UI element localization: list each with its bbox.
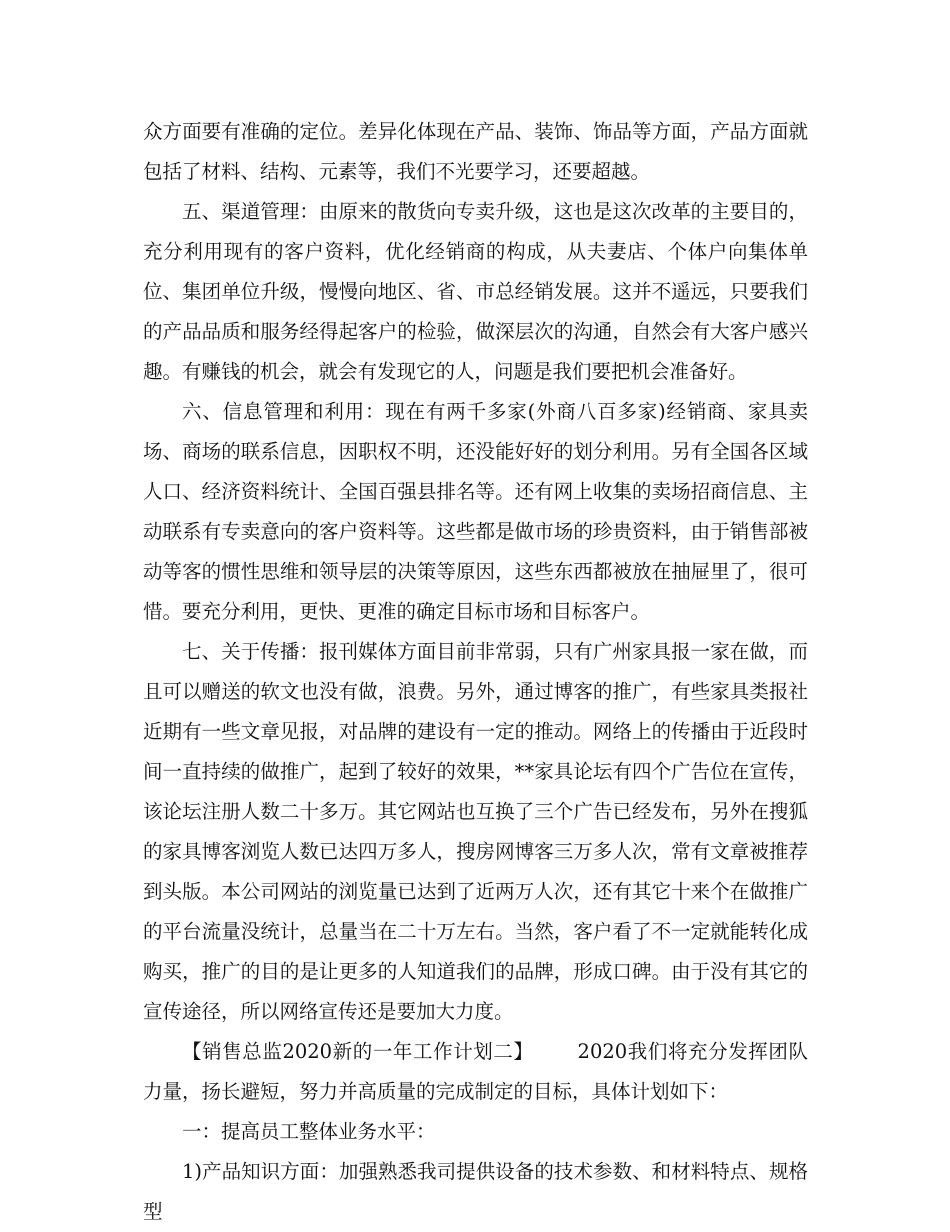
paragraph-information-management: 六、信息管理和利用：现在有两千多家(外商八百多家)经销商、家具卖场、商场的联系信息，因职权不明，还没能好好的划分利用。另有全国各区域人口、经济资料统计、全国百强县排名等。还有网上收集的卖场招商信息、主动联系有专卖意向的客户资料等。这些都是做市场的珍贵资料，由于销售部被动等客的惯性思维和领导层的决策等原因，这些东西都被放在抽屉里了，很可惜。要充分利用，更快、更准的确定目标市场和目标客户。 (143, 400, 808, 623)
document-page (143, 112, 808, 1232)
paragraph-channel-management: 五、渠道管理：由原来的散货向专卖升级，这也是这次改革的主要目的，充分利用现有的客户资料，优化经销商的构成，从夫妻店、个体户向集体单位、集团单位升级，慢慢向地区、省、市总经销发展。这并不遥远，只要我们的产品品质和服务经得起客户的检验，做深层次的沟通，自然会有大客户感兴趣。有赚钱的机会，就会有发现它的人，问题是我们要把机会准备好。 (143, 200, 808, 383)
paragraph-continued: 众方面要有准确的定位。差异化体现在产品、装饰、饰品等方面，产品方面就包括了材料、结构、元素等，我们不光要学习，还要超越。 (143, 120, 808, 183)
paragraph-media-communication: 七、关于传播：报刊媒体方面目前非常弱，只有广州家具报一家在做，而且可以赠送的软文也没有做，浪费。另外，通过博客的推广，有些家具类报社近期有一些文章见报，对品牌的建设有一定的推动。网络上的传播由于近段时间一直持续的做推广，起到了较好的效果，**家具论坛有四个广告位在宣传，该论坛注册人数二十多万。其它网站也互换了三个广告已经发布，另外在搜狐的家具博客浏览人数已达四万多人，搜房网博客三万多人次，常有文章被推荐到头版。本公司网站的浏览量已达到了近两万人次，还有其它十来个在做推广的平台流量没统计，总量当在二十万左右。当然，客户看了不一定就能转化成购买，推广的目的是让更多的人知道我们的品牌，形成口碑。由于没有其它的宣传途径，所以网络宣传还是要加大力度。 (143, 640, 808, 1023)
paragraph-plan-two (143, 1032, 808, 1112)
list-item-one-sub: 1)产品知识方面：加强熟悉我司提供设备的技术参数、和材料特点、规格型 (143, 1160, 808, 1223)
list-item-one: 一：提高员工整体业务水平： (182, 1120, 436, 1143)
plan-heading: 【销售总监2020新的一年工作计划二】 (182, 1040, 534, 1063)
plan-intro: 2020我们将充分发挥团队力量，扬长避短，努力并高质量的完成制定的目标，具体计划如下： (143, 1040, 808, 1103)
